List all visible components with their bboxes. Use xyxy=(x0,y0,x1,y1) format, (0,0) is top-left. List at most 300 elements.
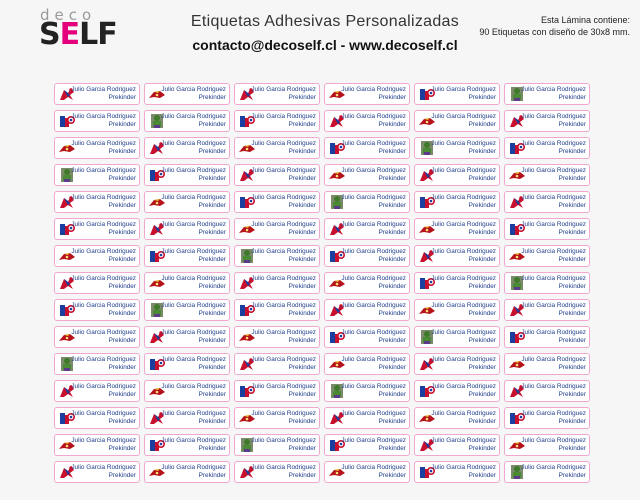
sheet-info-line1: Esta Lámina contiene: xyxy=(540,15,630,25)
label-name: Julio Garcia Rodriguez xyxy=(71,383,136,390)
label-grade: Prekinder xyxy=(288,283,316,290)
label-text xyxy=(431,167,496,183)
name-label xyxy=(414,434,500,456)
label-grade: Prekinder xyxy=(108,310,136,317)
label-grade: Prekinder xyxy=(468,472,496,479)
label-text xyxy=(521,248,586,264)
label-text xyxy=(341,383,406,399)
label-grade: Prekinder xyxy=(108,445,136,452)
name-label xyxy=(144,272,230,294)
label-name: Julio Garcia Rodriguez xyxy=(431,275,496,282)
label-grade: Prekinder xyxy=(198,418,226,425)
name-label xyxy=(234,83,320,105)
name-label xyxy=(144,380,230,402)
name-label xyxy=(324,407,410,429)
contact-info: contacto@decoself.cl - www.decoself.cl xyxy=(192,37,458,53)
name-label xyxy=(324,218,410,240)
label-grade: Prekinder xyxy=(378,310,406,317)
label-grade: Prekinder xyxy=(558,283,586,290)
label-grade: Prekinder xyxy=(108,418,136,425)
name-label xyxy=(54,272,140,294)
label-name: Julio Garcia Rodriguez xyxy=(71,329,136,336)
name-label xyxy=(54,245,140,267)
label-grade: Prekinder xyxy=(108,229,136,236)
label-text xyxy=(431,86,496,102)
label-text xyxy=(71,302,136,318)
label-name: Julio Garcia Rodriguez xyxy=(251,167,316,174)
label-name: Julio Garcia Rodriguez xyxy=(251,194,316,201)
label-text xyxy=(251,329,316,345)
label-grade: Prekinder xyxy=(558,472,586,479)
name-label xyxy=(504,110,590,132)
name-label xyxy=(324,164,410,186)
label-text xyxy=(161,302,226,318)
name-label xyxy=(234,272,320,294)
label-grade: Prekinder xyxy=(198,121,226,128)
label-name: Julio Garcia Rodriguez xyxy=(341,221,406,228)
label-text xyxy=(341,113,406,129)
label-name: Julio Garcia Rodriguez xyxy=(251,464,316,471)
name-label xyxy=(504,326,590,348)
label-name: Julio Garcia Rodriguez xyxy=(251,383,316,390)
label-grade: Prekinder xyxy=(468,418,496,425)
label-grade: Prekinder xyxy=(378,472,406,479)
label-text xyxy=(71,356,136,372)
name-label xyxy=(144,434,230,456)
label-grade: Prekinder xyxy=(558,121,586,128)
name-label xyxy=(144,83,230,105)
label-name: Julio Garcia Rodriguez xyxy=(341,329,406,336)
label-grade: Prekinder xyxy=(558,256,586,263)
label-text xyxy=(71,464,136,480)
label-grade: Prekinder xyxy=(468,337,496,344)
label-grade: Prekinder xyxy=(288,337,316,344)
label-grade: Prekinder xyxy=(558,337,586,344)
name-label xyxy=(234,245,320,267)
name-label xyxy=(504,83,590,105)
label-grade: Prekinder xyxy=(468,445,496,452)
name-label xyxy=(414,353,500,375)
label-name: Julio Garcia Rodriguez xyxy=(251,437,316,444)
label-name: Julio Garcia Rodriguez xyxy=(251,410,316,417)
label-grade: Prekinder xyxy=(468,391,496,398)
name-label xyxy=(54,83,140,105)
label-name: Julio Garcia Rodriguez xyxy=(521,383,586,390)
label-text xyxy=(251,437,316,453)
label-grade: Prekinder xyxy=(378,283,406,290)
name-label xyxy=(54,164,140,186)
name-label xyxy=(414,407,500,429)
label-text xyxy=(431,248,496,264)
label-name: Julio Garcia Rodriguez xyxy=(71,167,136,174)
label-name: Julio Garcia Rodriguez xyxy=(71,221,136,228)
label-name: Julio Garcia Rodriguez xyxy=(521,410,586,417)
label-text xyxy=(431,140,496,156)
label-grade: Prekinder xyxy=(108,472,136,479)
label-text xyxy=(521,383,586,399)
label-name: Julio Garcia Rodriguez xyxy=(431,140,496,147)
name-label xyxy=(144,164,230,186)
label-grade: Prekinder xyxy=(558,364,586,371)
label-text xyxy=(161,356,226,372)
logo-deco: deco xyxy=(40,6,97,24)
label-name: Julio Garcia Rodriguez xyxy=(341,194,406,201)
label-grade: Prekinder xyxy=(108,256,136,263)
label-text xyxy=(431,275,496,291)
label-text xyxy=(521,437,586,453)
label-grade: Prekinder xyxy=(198,175,226,182)
label-text xyxy=(251,356,316,372)
name-label xyxy=(234,326,320,348)
label-text xyxy=(521,275,586,291)
label-grade: Prekinder xyxy=(378,418,406,425)
label-grade: Prekinder xyxy=(378,121,406,128)
label-name: Julio Garcia Rodriguez xyxy=(251,140,316,147)
name-label xyxy=(234,380,320,402)
label-text xyxy=(251,275,316,291)
label-name: Julio Garcia Rodriguez xyxy=(71,113,136,120)
name-label xyxy=(504,218,590,240)
label-text xyxy=(71,275,136,291)
label-text xyxy=(161,410,226,426)
label-text xyxy=(251,194,316,210)
label-text xyxy=(521,86,586,102)
name-label xyxy=(504,434,590,456)
label-name: Julio Garcia Rodriguez xyxy=(521,302,586,309)
label-grade: Prekinder xyxy=(198,310,226,317)
name-label xyxy=(324,299,410,321)
label-name: Julio Garcia Rodriguez xyxy=(431,221,496,228)
label-name: Julio Garcia Rodriguez xyxy=(431,410,496,417)
label-name: Julio Garcia Rodriguez xyxy=(431,302,496,309)
label-grade: Prekinder xyxy=(378,175,406,182)
name-label xyxy=(324,272,410,294)
label-name: Julio Garcia Rodriguez xyxy=(431,383,496,390)
label-text xyxy=(251,248,316,264)
label-text xyxy=(71,410,136,426)
label-text xyxy=(161,275,226,291)
label-grade: Prekinder xyxy=(198,229,226,236)
label-grade: Prekinder xyxy=(108,364,136,371)
label-grade: Prekinder xyxy=(468,364,496,371)
name-label xyxy=(54,461,140,483)
name-label xyxy=(234,353,320,375)
label-text xyxy=(251,86,316,102)
name-label xyxy=(144,407,230,429)
label-name: Julio Garcia Rodriguez xyxy=(71,410,136,417)
header xyxy=(0,0,640,80)
label-text xyxy=(251,113,316,129)
label-text xyxy=(431,464,496,480)
label-grade: Prekinder xyxy=(108,121,136,128)
label-name: Julio Garcia Rodriguez xyxy=(431,437,496,444)
name-label xyxy=(54,434,140,456)
label-name: Julio Garcia Rodriguez xyxy=(431,113,496,120)
label-text xyxy=(431,194,496,210)
label-text xyxy=(341,464,406,480)
label-text xyxy=(341,86,406,102)
label-text xyxy=(71,194,136,210)
name-label xyxy=(234,110,320,132)
name-label xyxy=(144,191,230,213)
sheet-info xyxy=(450,14,630,38)
label-text xyxy=(161,248,226,264)
label-name: Julio Garcia Rodriguez xyxy=(341,410,406,417)
label-text xyxy=(341,167,406,183)
name-label xyxy=(54,380,140,402)
label-name: Julio Garcia Rodriguez xyxy=(71,194,136,201)
label-name: Julio Garcia Rodriguez xyxy=(161,194,226,201)
label-name: Julio Garcia Rodriguez xyxy=(521,248,586,255)
label-grade: Prekinder xyxy=(558,310,586,317)
label-grade: Prekinder xyxy=(558,202,586,209)
label-grade: Prekinder xyxy=(198,337,226,344)
label-text xyxy=(341,221,406,237)
label-grade: Prekinder xyxy=(378,445,406,452)
label-name: Julio Garcia Rodriguez xyxy=(341,140,406,147)
label-grade: Prekinder xyxy=(288,391,316,398)
label-grade: Prekinder xyxy=(468,121,496,128)
label-grade: Prekinder xyxy=(378,256,406,263)
label-name: Julio Garcia Rodriguez xyxy=(341,356,406,363)
label-grade: Prekinder xyxy=(378,364,406,371)
name-label xyxy=(324,110,410,132)
name-label xyxy=(234,218,320,240)
name-label xyxy=(234,137,320,159)
label-grade: Prekinder xyxy=(468,202,496,209)
name-label xyxy=(504,407,590,429)
label-text xyxy=(71,437,136,453)
label-text xyxy=(251,167,316,183)
label-name: Julio Garcia Rodriguez xyxy=(521,464,586,471)
sheet-info-line2: 90 Etiquetas con diseño de 30x8 mm. xyxy=(479,27,630,37)
name-label xyxy=(144,110,230,132)
label-grade: Prekinder xyxy=(288,364,316,371)
name-label xyxy=(324,245,410,267)
label-grade: Prekinder xyxy=(108,391,136,398)
name-label xyxy=(504,245,590,267)
name-label xyxy=(234,434,320,456)
label-grade: Prekinder xyxy=(198,202,226,209)
label-name: Julio Garcia Rodriguez xyxy=(251,329,316,336)
label-text xyxy=(521,221,586,237)
name-label xyxy=(414,137,500,159)
label-name: Julio Garcia Rodriguez xyxy=(161,464,226,471)
label-name: Julio Garcia Rodriguez xyxy=(161,167,226,174)
name-label xyxy=(54,353,140,375)
label-text xyxy=(521,356,586,372)
name-label xyxy=(144,461,230,483)
label-name: Julio Garcia Rodriguez xyxy=(431,329,496,336)
label-grade: Prekinder xyxy=(288,121,316,128)
name-label xyxy=(144,137,230,159)
label-name: Julio Garcia Rodriguez xyxy=(71,356,136,363)
label-name: Julio Garcia Rodriguez xyxy=(251,275,316,282)
label-text xyxy=(341,437,406,453)
label-text xyxy=(341,194,406,210)
label-name: Julio Garcia Rodriguez xyxy=(521,167,586,174)
label-name: Julio Garcia Rodriguez xyxy=(521,221,586,228)
name-label xyxy=(504,380,590,402)
label-name: Julio Garcia Rodriguez xyxy=(341,275,406,282)
label-grade: Prekinder xyxy=(108,94,136,101)
name-label xyxy=(504,272,590,294)
label-name: Julio Garcia Rodriguez xyxy=(161,437,226,444)
label-text xyxy=(521,302,586,318)
name-label xyxy=(234,407,320,429)
label-text xyxy=(521,464,586,480)
name-label xyxy=(324,380,410,402)
name-label xyxy=(144,353,230,375)
name-label xyxy=(144,218,230,240)
label-name: Julio Garcia Rodriguez xyxy=(431,86,496,93)
label-grade: Prekinder xyxy=(288,202,316,209)
label-grade: Prekinder xyxy=(558,229,586,236)
label-name: Julio Garcia Rodriguez xyxy=(161,248,226,255)
name-label xyxy=(414,110,500,132)
name-label xyxy=(54,299,140,321)
label-text xyxy=(71,167,136,183)
label-name: Julio Garcia Rodriguez xyxy=(341,167,406,174)
name-label xyxy=(414,245,500,267)
label-grade: Prekinder xyxy=(558,445,586,452)
label-name: Julio Garcia Rodriguez xyxy=(161,275,226,282)
label-name: Julio Garcia Rodriguez xyxy=(341,86,406,93)
name-label xyxy=(414,218,500,240)
label-text xyxy=(161,383,226,399)
label-name: Julio Garcia Rodriguez xyxy=(521,329,586,336)
label-name: Julio Garcia Rodriguez xyxy=(161,410,226,417)
label-text xyxy=(71,221,136,237)
label-name: Julio Garcia Rodriguez xyxy=(251,221,316,228)
label-name: Julio Garcia Rodriguez xyxy=(431,464,496,471)
label-text xyxy=(251,410,316,426)
name-label xyxy=(414,461,500,483)
label-text xyxy=(431,113,496,129)
label-grade: Prekinder xyxy=(198,283,226,290)
label-text xyxy=(431,221,496,237)
label-text xyxy=(161,167,226,183)
label-name: Julio Garcia Rodriguez xyxy=(431,194,496,201)
name-label xyxy=(504,137,590,159)
label-grade: Prekinder xyxy=(468,94,496,101)
name-label xyxy=(144,299,230,321)
name-label xyxy=(54,191,140,213)
label-name: Julio Garcia Rodriguez xyxy=(251,113,316,120)
label-name: Julio Garcia Rodriguez xyxy=(521,86,586,93)
label-grade: Prekinder xyxy=(288,175,316,182)
name-label xyxy=(414,83,500,105)
label-text xyxy=(161,221,226,237)
label-grade: Prekinder xyxy=(468,310,496,317)
label-grade: Prekinder xyxy=(288,310,316,317)
label-grade: Prekinder xyxy=(468,175,496,182)
name-label xyxy=(54,407,140,429)
name-label xyxy=(504,164,590,186)
name-label xyxy=(324,137,410,159)
label-grade: Prekinder xyxy=(108,202,136,209)
label-text xyxy=(521,410,586,426)
label-name: Julio Garcia Rodriguez xyxy=(251,302,316,309)
label-name: Julio Garcia Rodriguez xyxy=(71,140,136,147)
label-name: Julio Garcia Rodriguez xyxy=(71,437,136,444)
label-grade: Prekinder xyxy=(288,148,316,155)
label-text xyxy=(521,167,586,183)
name-label xyxy=(144,326,230,348)
name-label xyxy=(54,110,140,132)
label-grade: Prekinder xyxy=(468,229,496,236)
label-grade: Prekinder xyxy=(288,229,316,236)
label-grade: Prekinder xyxy=(108,148,136,155)
label-name: Julio Garcia Rodriguez xyxy=(341,437,406,444)
label-grade: Prekinder xyxy=(198,445,226,452)
label-grade: Prekinder xyxy=(378,148,406,155)
label-name: Julio Garcia Rodriguez xyxy=(161,302,226,309)
label-text xyxy=(161,113,226,129)
label-grade: Prekinder xyxy=(288,472,316,479)
label-grade: Prekinder xyxy=(378,94,406,101)
label-text xyxy=(341,410,406,426)
label-grade: Prekinder xyxy=(198,94,226,101)
label-text xyxy=(341,356,406,372)
label-grade: Prekinder xyxy=(378,229,406,236)
label-text xyxy=(341,140,406,156)
label-grade: Prekinder xyxy=(198,256,226,263)
label-text xyxy=(71,140,136,156)
label-name: Julio Garcia Rodriguez xyxy=(71,86,136,93)
label-name: Julio Garcia Rodriguez xyxy=(161,221,226,228)
label-grade: Prekinder xyxy=(468,256,496,263)
label-text xyxy=(341,302,406,318)
label-text xyxy=(341,275,406,291)
label-text xyxy=(161,329,226,345)
label-name: Julio Garcia Rodriguez xyxy=(341,302,406,309)
label-grade: Prekinder xyxy=(378,337,406,344)
label-name: Julio Garcia Rodriguez xyxy=(341,464,406,471)
label-text xyxy=(161,140,226,156)
label-name: Julio Garcia Rodriguez xyxy=(251,356,316,363)
label-name: Julio Garcia Rodriguez xyxy=(161,329,226,336)
label-grade: Prekinder xyxy=(288,256,316,263)
label-grade: Prekinder xyxy=(558,391,586,398)
label-name: Julio Garcia Rodriguez xyxy=(161,86,226,93)
logo-lf: LF xyxy=(79,17,117,52)
label-text xyxy=(431,302,496,318)
name-label xyxy=(324,353,410,375)
name-label xyxy=(324,326,410,348)
name-label xyxy=(414,191,500,213)
label-text xyxy=(251,302,316,318)
label-text xyxy=(431,356,496,372)
label-text xyxy=(521,140,586,156)
label-grade: Prekinder xyxy=(288,445,316,452)
label-grade: Prekinder xyxy=(378,391,406,398)
label-name: Julio Garcia Rodriguez xyxy=(521,437,586,444)
label-text xyxy=(431,383,496,399)
label-text xyxy=(161,437,226,453)
label-grade: Prekinder xyxy=(558,94,586,101)
label-grade: Prekinder xyxy=(558,418,586,425)
label-grade: Prekinder xyxy=(288,94,316,101)
label-name: Julio Garcia Rodriguez xyxy=(341,113,406,120)
label-text xyxy=(161,464,226,480)
name-label xyxy=(54,137,140,159)
label-grade: Prekinder xyxy=(198,472,226,479)
label-text xyxy=(161,194,226,210)
label-name: Julio Garcia Rodriguez xyxy=(71,248,136,255)
name-label xyxy=(324,461,410,483)
label-name: Julio Garcia Rodriguez xyxy=(521,356,586,363)
